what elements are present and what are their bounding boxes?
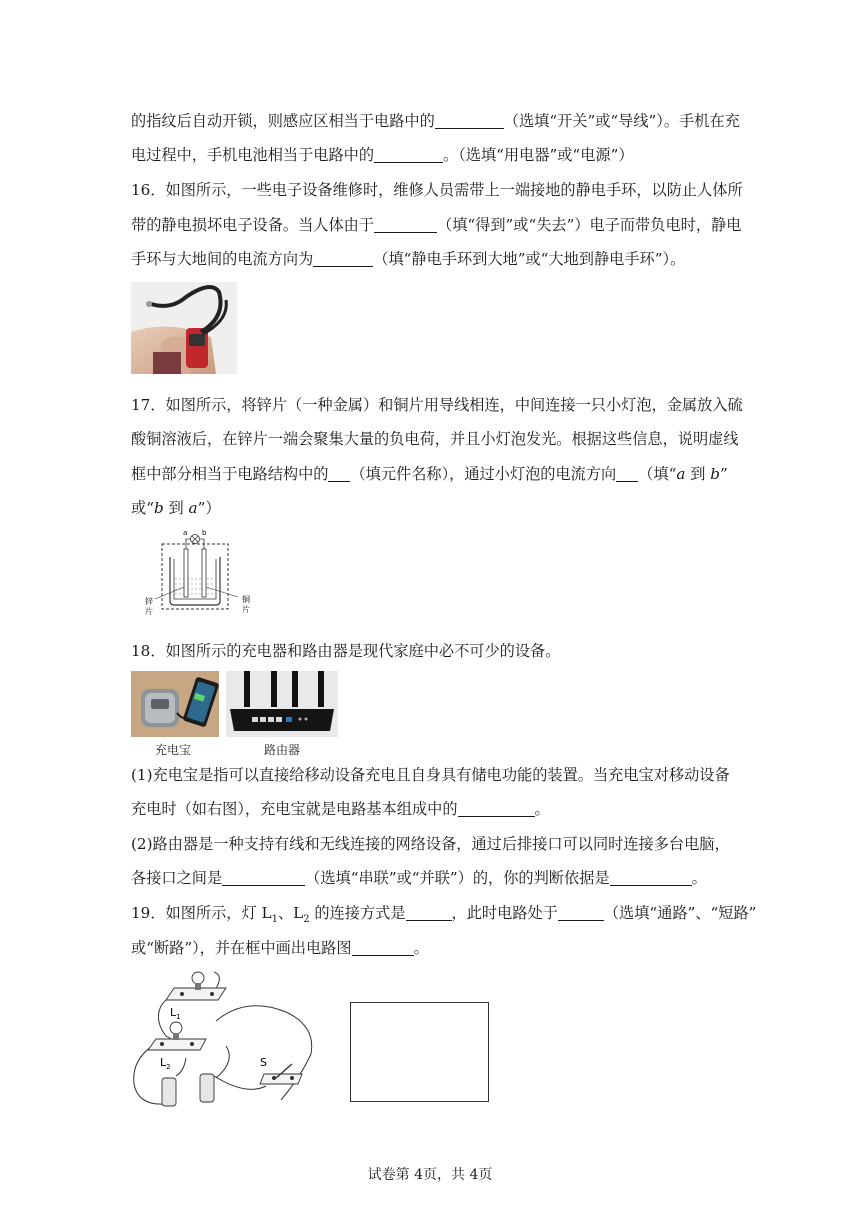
label-l1: $L_1$ [170,1006,181,1021]
q16-line3: 手环与大地间的电流方向为 （填“静电手环到大地”或“大地到静电手环”）。 [131,250,686,268]
solution [175,579,215,594]
q17-line3: 框中部分相当于电路结构中的 （填元件名称），通过小灯泡的电流方向 （填“a 到 b” [131,465,728,483]
q19-line2: 或“断路”），并在框中画出电路图 。 [131,939,429,957]
circuit-physical-diagram [126,966,326,1112]
zinc-plate [184,549,188,597]
q17-line2: 酸铜溶液后，在锌片一端会聚集大量的负电荷，并且小灯泡发光。根据这些信息，说明虚线 [131,430,739,448]
label-l2: $L_2$ [160,1056,171,1071]
answer-blank[interactable] [328,465,350,482]
q17-line4: 或“b 到 a”） [131,499,221,517]
label-zinc: 锌 [145,597,153,606]
label-s: S [260,1056,267,1069]
q19-line1: 19．如图所示，灯 $L_1$、$L_2$ 的连接方式是 ，此时电路处于 （选填“通路”、“短路” [131,904,757,926]
q15-line2: 电过程中，手机电池相当于电路中的 。（选填“用电器”或“电源”） [131,146,634,164]
answer-blank[interactable] [352,939,414,956]
answer-blank[interactable] [610,869,692,886]
label-b: b [202,529,207,537]
wrist-strap-photo [131,282,237,374]
battery [162,1078,176,1106]
q17-line1: 17．如图所示，将锌片（一种金属）和铜片用导线相连，中间连接一只小灯泡，金属放入硫 [131,396,743,414]
router-photo [226,671,338,737]
q18-part2-line1: (2)路由器是一种支持有线和无线连接的网络设备，通过后排接口可以同时连接多台电脑， [131,835,730,853]
bulb-icon [192,972,204,984]
circuit-drawing-box[interactable] [350,1002,489,1102]
page-footer: 试卷第 4页，共 4页 [367,1167,493,1183]
answer-blank[interactable] [222,869,305,886]
battery [200,1074,214,1102]
q18-line1: 18．如图所示的充电器和路由器是现代家庭中必不可少的设备。 [131,642,561,660]
answer-blank[interactable] [616,465,638,482]
beaker [170,557,220,605]
switch-base [260,1074,302,1084]
q16-line2: 带的静电损坏电子设备。当人体由于 （填“得到”或“失去”）电子而带负电时，静电 [131,216,742,234]
q18-part1-line1: (1)充电宝是指可以直接给移动设备充电且自身具有储电功能的装置。当充电宝对移动设备 [131,766,730,784]
lamp-base-l2 [148,1039,206,1050]
answer-blank[interactable] [458,800,535,817]
answer-blank[interactable] [313,250,373,267]
answer-blank[interactable] [435,112,504,129]
copper-plate [202,549,206,597]
answer-blank[interactable] [406,904,452,921]
q15-line1: 的指纹后自动开锁，则感应区相当于电路中的 （选填“开关”或“导线”）。手机在充 [131,112,740,130]
bulb-icon [170,1022,182,1034]
answer-blank[interactable] [374,146,443,163]
label-copper: 铜 [242,595,250,604]
q18-part1-line2: 充电时（如右图），充电宝就是电路基本组成中的 。 [131,800,550,818]
label-a: a [183,529,188,537]
q16-line1: 16．如图所示，一些电子设备维修时，维修人员需带上一端接地的静电手环，以防止人体所 [131,181,743,199]
answer-blank[interactable] [558,904,604,921]
caption-router: 路由器 [264,743,301,757]
caption-power-bank: 充电宝 [155,743,192,757]
zinc-copper-cell-diagram [140,529,258,617]
power-bank-photo [131,671,219,737]
label-copper: 片 [242,605,250,614]
label-zinc: 片 [145,607,153,616]
answer-blank[interactable] [374,216,437,233]
q18-part2-line2: 各接口之间是 （选填“串联”或“并联”）的，你的判断依据是 。 [131,869,707,887]
